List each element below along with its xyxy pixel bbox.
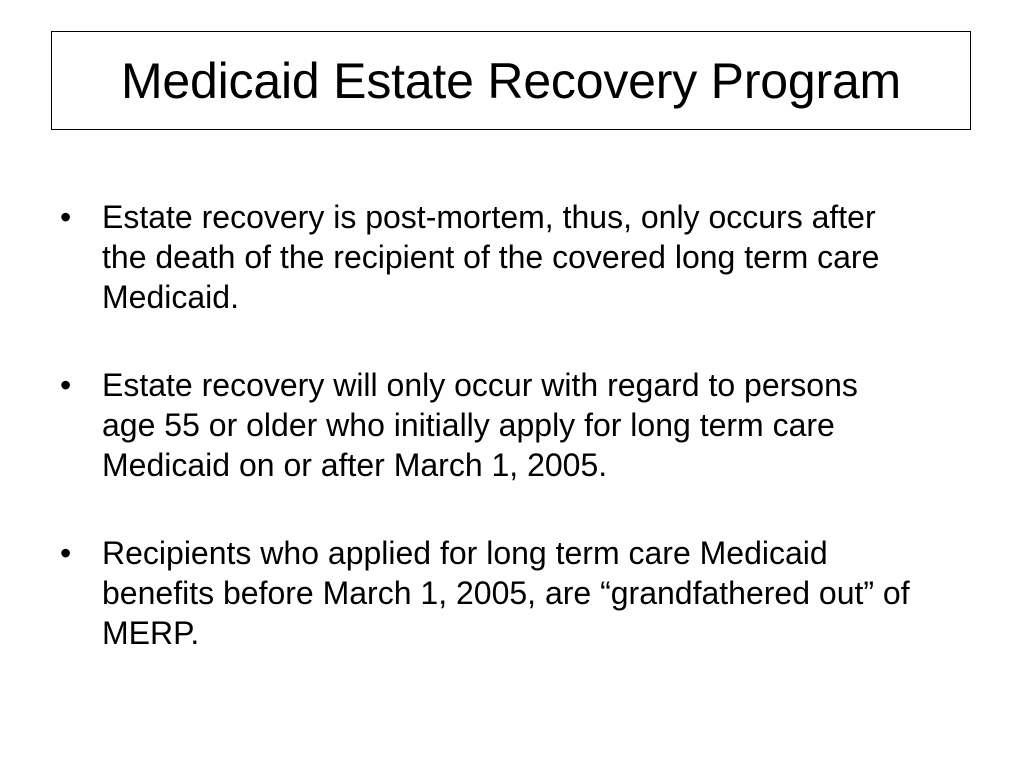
bullet-text-1: Estate recovery is post-mortem, thus, only occurs after the death of the recipient of the covered long term care Medicaid. bbox=[102, 199, 880, 315]
bullet-text-2: Estate recovery will only occur with regard to persons age 55 or older who initially apply for long term care Medicaid on or after March 1, 2005. bbox=[102, 367, 858, 483]
bullet-icon: • bbox=[60, 367, 72, 403]
bullet-icon: • bbox=[60, 535, 72, 571]
bullet-item-2 bbox=[60, 365, 920, 485]
slide-title: Medicaid Estate Recovery Program bbox=[120, 52, 902, 109]
bullet-item-1 bbox=[60, 197, 920, 317]
slide-title-box bbox=[51, 31, 971, 130]
bullet-text-3: Recipients who applied for long term care Medicaid benefits before March 1, 2005, are “grandfathered out” of MERP. bbox=[102, 535, 910, 651]
bullet-list bbox=[60, 197, 920, 653]
bullet-item-3 bbox=[60, 533, 920, 653]
bullet-icon: • bbox=[60, 199, 72, 235]
